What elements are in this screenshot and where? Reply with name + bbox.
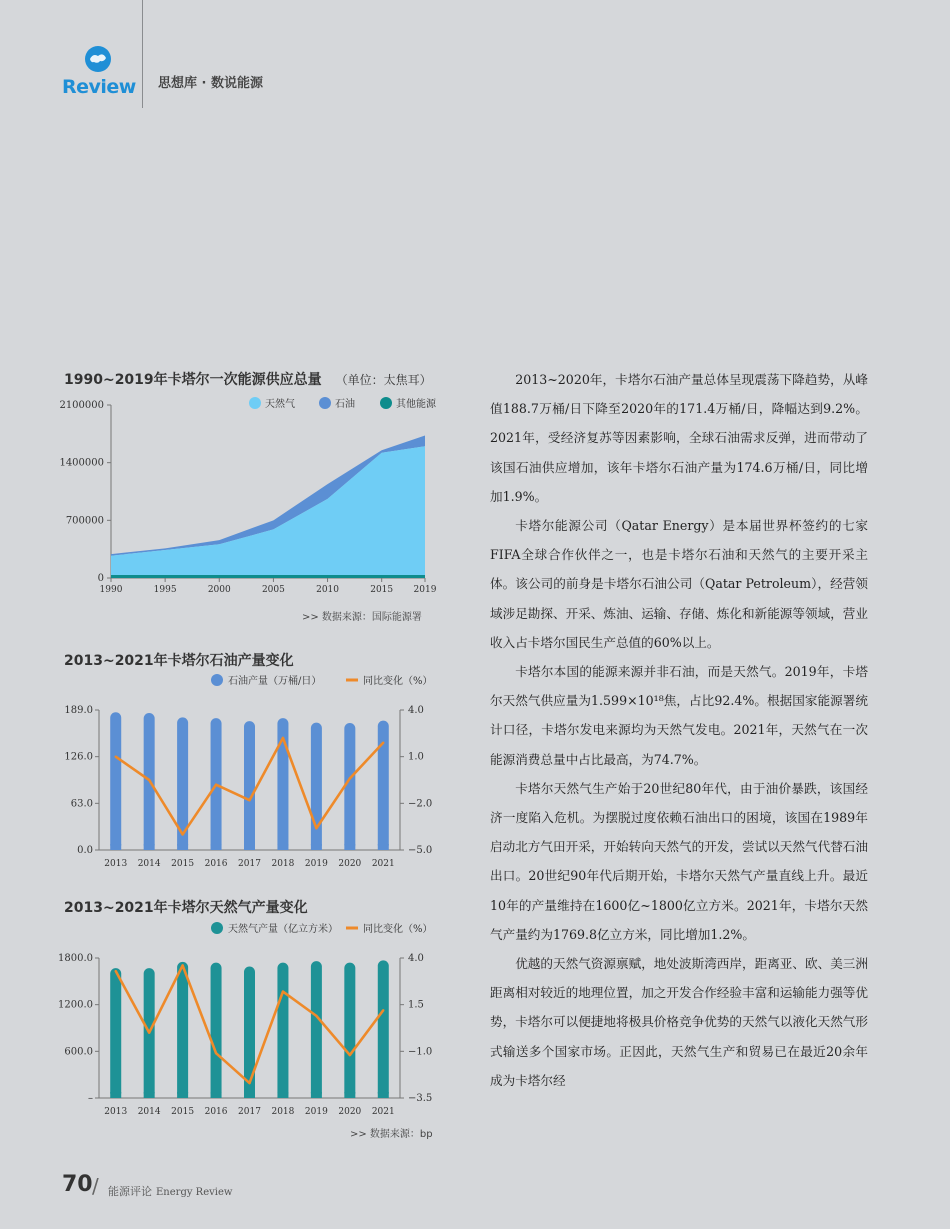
article-paragraph: 卡塔尔本国的能源来源并非石油，而是天然气。2019年，卡塔尔天然气供应量为1.599×10¹⁸焦，占比92.4%。根据国家能源署统计口径，卡塔尔发电来源均为天然气发电。2021年，天然气在一次能源消费总量中占比最高，为74.7%。 — [490, 664, 868, 767]
yoy-point — [181, 833, 183, 835]
header-divider — [142, 0, 143, 108]
right-tick-label: 1.0 — [408, 751, 424, 763]
left-tick-label: 126.0 — [64, 751, 93, 763]
legend-label: 天然气产量（亿立方米） — [228, 924, 338, 935]
y-tick-label: 1400000 — [59, 457, 104, 469]
yoy-point — [315, 1015, 317, 1017]
legend-marker — [380, 397, 392, 409]
bar-base — [144, 1092, 155, 1098]
bar — [378, 721, 389, 850]
page-number: 70 — [62, 1172, 93, 1197]
x-tick-label: 2018 — [271, 1107, 295, 1117]
y-tick-label: 0 — [97, 573, 104, 584]
x-tick-label: 2016 — [204, 1107, 228, 1117]
bar-base — [311, 844, 322, 850]
right-tick-label: −2.0 — [408, 798, 433, 810]
yoy-point — [115, 755, 117, 757]
x-tick-label: 2005 — [261, 585, 285, 595]
section-title: 思想库 · 数说能源 — [158, 76, 263, 91]
bar-base — [277, 844, 288, 850]
bar-base — [177, 1092, 188, 1098]
left-tick-label: 189.0 — [64, 705, 93, 716]
yoy-point — [282, 990, 284, 992]
bar — [344, 723, 355, 850]
x-tick-label: 1990 — [99, 585, 123, 595]
yoy-point — [282, 737, 284, 739]
bar-base — [177, 844, 188, 850]
right-tick-label: −5.0 — [408, 845, 433, 856]
x-tick-label: 2000 — [207, 585, 231, 595]
bar-base — [244, 1092, 255, 1098]
x-tick-label: 2014 — [137, 1107, 161, 1117]
bar — [211, 963, 222, 1098]
yoy-point — [248, 1082, 250, 1084]
chart2-combo-chart — [55, 670, 455, 875]
bar-base — [277, 1092, 288, 1098]
footer-slash: / — [92, 1174, 99, 1198]
legend-marker — [249, 397, 261, 409]
chart3-title: 2013~2021年卡塔尔天然气产量变化 — [64, 900, 308, 916]
right-tick-label: −3.5 — [408, 1093, 433, 1104]
x-tick-label: 2013 — [104, 1107, 128, 1117]
yoy-point — [148, 1031, 150, 1033]
bar-base — [378, 844, 389, 850]
article-paragraph: 优越的天然气资源禀赋，地处波斯湾西岸，距离亚、欧、美三洲距离相对较近的地理位置，加之开发合作经验丰富和运输能力强等优势，卡塔尔可以便捷地将极具价格竞争优势的天然气以液化天然气形式输送多个国家市场。正因此，天然气生产和贸易已在最近20余年成为卡塔尔经 — [490, 956, 868, 1088]
bar — [110, 968, 121, 1098]
y-tick-label: 2100000 — [59, 400, 104, 411]
legend-label: 天然气 — [265, 399, 295, 410]
x-tick-label: 2013 — [104, 859, 128, 869]
x-tick-label: 2014 — [137, 859, 161, 869]
yoy-point — [349, 777, 351, 779]
left-tick-label: 63.0 — [70, 798, 93, 810]
legend-label: 同比变化（%） — [363, 676, 433, 687]
bar-base — [344, 844, 355, 850]
legend-label: 其他能源 — [396, 399, 436, 410]
chart1-area-chart — [55, 390, 445, 605]
legend-marker — [211, 674, 223, 686]
x-tick-label: 2020 — [338, 1107, 362, 1117]
bar-base — [144, 844, 155, 850]
legend-marker — [319, 397, 331, 409]
x-tick-label: 2019 — [304, 859, 328, 869]
legend-label: 石油产量（万桶/日） — [228, 676, 322, 687]
bar-base — [110, 844, 121, 850]
article-paragraph: 2013~2020年，卡塔尔石油产量总体呈现震荡下降趋势，从峰值188.7万桶/日下降至2020年的171.4万桶/日，降幅达到9.2%。2021年，受经济复苏等因素影响，全球石油需求反弹，进而带动了该国石油供应增加，该年卡塔尔石油产量为174.6万桶/日，同比增加1.9%。 — [490, 372, 868, 504]
yoy-point — [115, 970, 117, 972]
bar-base — [211, 844, 222, 850]
x-tick-label: 2017 — [238, 859, 261, 869]
left-tick-label: – — [88, 1093, 93, 1104]
yoy-point — [215, 1052, 217, 1054]
x-tick-label: 1995 — [153, 585, 177, 595]
right-tick-label: 1.5 — [408, 999, 424, 1011]
yoy-point — [148, 779, 150, 781]
magazine-name — [108, 1183, 232, 1199]
bar-base — [311, 1092, 322, 1098]
logo-text: Review — [62, 76, 136, 98]
right-tick-label: 4.0 — [408, 705, 424, 716]
x-tick-label: 2021 — [371, 859, 395, 869]
bar-base — [378, 1092, 389, 1098]
left-tick-label: 600.0 — [64, 1046, 93, 1058]
bar — [244, 721, 255, 850]
bar — [311, 961, 322, 1098]
bar-base — [244, 844, 255, 850]
legend-label: 石油 — [335, 399, 355, 410]
x-tick-label: 2015 — [370, 585, 394, 595]
bar — [177, 962, 188, 1098]
yoy-point — [382, 741, 384, 743]
x-tick-label: 2016 — [204, 859, 228, 869]
right-tick-label: 4.0 — [408, 953, 424, 964]
bar — [110, 712, 121, 850]
article-paragraph: 卡塔尔天然气生产始于20世纪80年代，由于油价暴跌，该国经济一度陷入危机。为摆脱过度依赖石油出口的困境，该国在1989年启动北方气田开采，开始转向天然气的开发，尝试以天然气代替石油出口。20世纪90年代后期开始，卡塔尔天然气产量直线上升。最近10年的产量维持在1600亿~1800亿立方米。2021年，卡塔尔天然气产量约为1769.8亿立方米，同比增加1.2%。 — [490, 780, 868, 942]
yoy-point — [382, 1009, 384, 1011]
x-tick-label: 2015 — [171, 859, 195, 869]
bar-base — [211, 1092, 222, 1098]
bar-base — [110, 1092, 121, 1098]
yoy-point — [248, 799, 250, 801]
chart3-combo-chart — [55, 918, 455, 1118]
x-tick-label: 2019 — [304, 1107, 328, 1117]
chart3-source: >> 数据来源：bp — [350, 1129, 433, 1140]
x-tick-label: 2010 — [316, 585, 340, 595]
legend-marker — [211, 922, 223, 934]
x-tick-label: 2018 — [271, 859, 295, 869]
x-tick-label: 2019 — [413, 585, 437, 595]
chart1-unit: （单位：太焦耳） — [335, 373, 432, 387]
bar — [378, 960, 389, 1098]
x-tick-label: 2015 — [171, 1107, 195, 1117]
x-tick-label: 2021 — [371, 1107, 395, 1117]
chart2-title: 2013~2021年卡塔尔石油产量变化 — [64, 653, 294, 669]
gas-area — [111, 446, 425, 577]
bar — [311, 723, 322, 850]
x-tick-label: 2020 — [338, 859, 362, 869]
bar-base — [344, 1092, 355, 1098]
yoy-point — [349, 1054, 351, 1056]
y-tick-label: 700000 — [65, 515, 104, 527]
chart1-title: 1990~2019年卡塔尔一次能源供应总量 （单位：太焦耳） — [64, 372, 432, 388]
yoy-point — [181, 964, 183, 966]
bar — [344, 963, 355, 1098]
magazine-name-en: Energy Review — [156, 1187, 233, 1198]
left-tick-label: 0.0 — [77, 845, 93, 856]
bar — [277, 963, 288, 1098]
article-body — [490, 365, 868, 1095]
left-tick-label: 1800.0 — [58, 953, 93, 964]
yoy-point — [315, 827, 317, 829]
yoy-point — [215, 783, 217, 785]
legend-label: 同比变化（%） — [363, 924, 433, 935]
right-tick-label: −1.0 — [408, 1046, 433, 1058]
magazine-name-cn: 能源评论 — [108, 1185, 152, 1198]
chart1-source: >> 数据来源：国际能源署 — [302, 612, 422, 623]
left-tick-label: 1200.0 — [58, 999, 93, 1011]
article-paragraph: 卡塔尔能源公司（Qatar Energy）是本届世界杯签约的七家FIFA全球合作伙伴之一，也是卡塔尔石油和天然气的主要开采主体。该公司的前身是卡塔尔石油公司（Qatar Petroleum），经营领域涉足勘探、开采、炼油、运输、存储、炼化和新能源等领域，营业收入占卡塔尔国民生产总值的60%以上。 — [490, 518, 868, 650]
x-tick-label: 2017 — [238, 1107, 261, 1117]
